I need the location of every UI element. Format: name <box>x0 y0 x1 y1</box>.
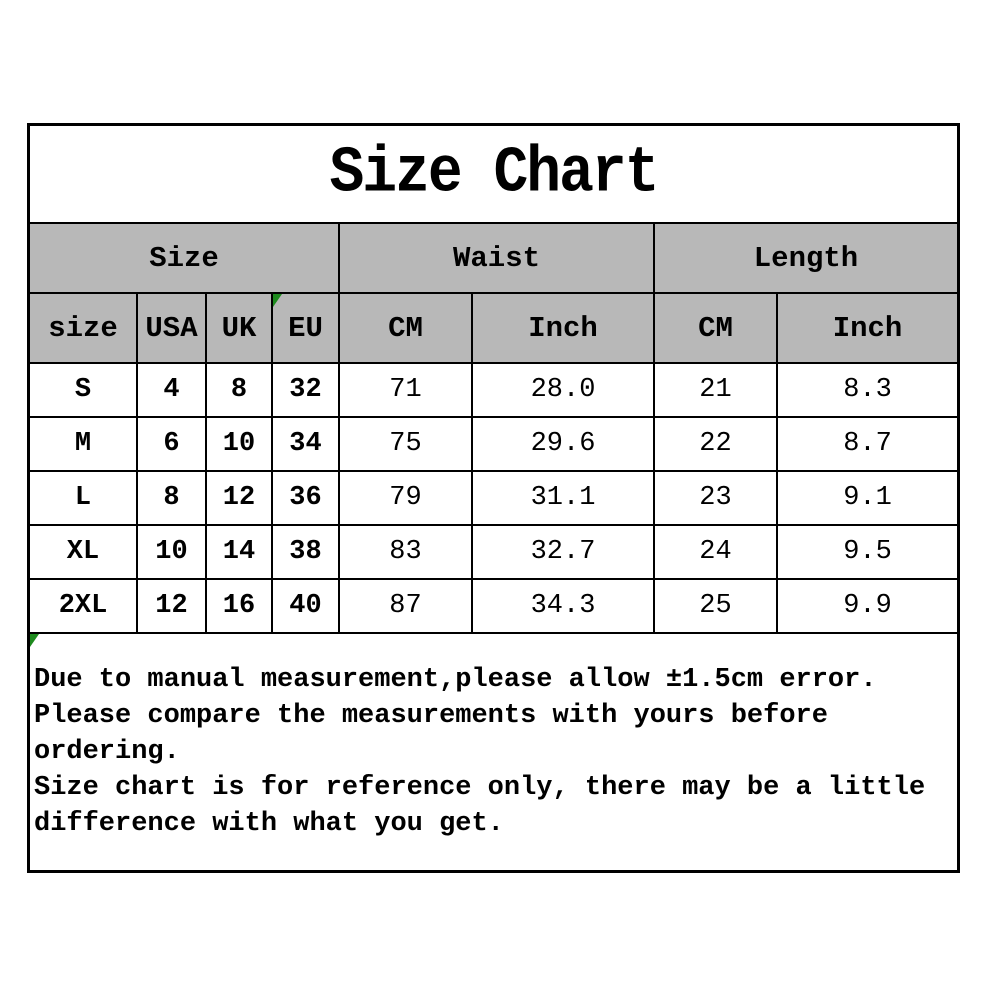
group-header-row <box>30 222 957 292</box>
table-cell: 2XL <box>58 591 108 621</box>
table-cell: 23 <box>653 472 776 524</box>
col-header-waist-inch: Inch <box>471 294 653 362</box>
table-cell: 29.6 <box>471 418 653 470</box>
note-line: Due to manual measurement,please allow ±1.5cm error. <box>34 665 877 695</box>
col-header-eu <box>271 294 338 362</box>
table-cell: 16 <box>205 580 271 632</box>
table-cell: M <box>74 429 92 459</box>
table-cell: 28.0 <box>471 364 653 416</box>
chart-title: Size Chart <box>329 137 658 211</box>
group-header-waist: Waist <box>338 224 653 292</box>
table-cell: 8 <box>136 472 205 524</box>
table-cell: 8.3 <box>776 364 957 416</box>
table-cell: S <box>74 375 92 405</box>
size-chart-table <box>27 123 960 873</box>
col-header-uk: UK <box>205 294 271 362</box>
table-cell: 71 <box>338 364 471 416</box>
col-header-eu-label: EU <box>288 311 323 345</box>
table-cell: 38 <box>271 526 338 578</box>
table-cell: 4 <box>136 364 205 416</box>
table-cell: 8 <box>205 364 271 416</box>
table-cell: 10 <box>136 526 205 578</box>
table-cell: 32.7 <box>471 526 653 578</box>
table-cell: 22 <box>653 418 776 470</box>
col-header-waist-cm: CM <box>338 294 471 362</box>
table-cell: 9.1 <box>776 472 957 524</box>
table-cell: L <box>74 483 92 513</box>
note-line: Size chart is for reference only, there may be a little <box>34 773 926 803</box>
table-cell: 14 <box>205 526 271 578</box>
table-cell: 9.5 <box>776 526 957 578</box>
col-header-length-cm: CM <box>653 294 776 362</box>
table-cell: 83 <box>338 526 471 578</box>
green-corner-flag-icon <box>273 294 282 307</box>
table-cell: 34.3 <box>471 580 653 632</box>
table-cell: 36 <box>271 472 338 524</box>
table-cell: 21 <box>653 364 776 416</box>
table-cell: 12 <box>205 472 271 524</box>
table-cell: 79 <box>338 472 471 524</box>
table-cell: 6 <box>136 418 205 470</box>
table-cell: 31.1 <box>471 472 653 524</box>
note-line: Please compare the measurements with yours before <box>34 701 828 731</box>
table-cell: 87 <box>338 580 471 632</box>
title-row <box>30 126 957 222</box>
table-row-2xl <box>30 578 957 632</box>
group-header-length: Length <box>653 224 957 292</box>
green-corner-flag-icon <box>30 634 39 647</box>
notes-section <box>30 632 957 870</box>
table-row-s <box>30 362 957 416</box>
table-row-xl <box>30 524 957 578</box>
note-line: difference with what you get. <box>34 809 504 839</box>
table-cell: 40 <box>271 580 338 632</box>
col-header-usa: USA <box>136 294 205 362</box>
note-line: ordering. <box>34 737 180 767</box>
table-cell: 75 <box>338 418 471 470</box>
table-cell: 8.7 <box>776 418 957 470</box>
table-cell: 24 <box>653 526 776 578</box>
table-cell: 34 <box>271 418 338 470</box>
group-header-size: Size <box>149 241 219 275</box>
col-header-size: size <box>48 311 118 345</box>
table-cell: 12 <box>136 580 205 632</box>
table-cell: 25 <box>653 580 776 632</box>
table-cell: XL <box>66 537 100 567</box>
col-header-length-inch: Inch <box>776 294 957 362</box>
table-cell: 10 <box>205 418 271 470</box>
table-row-l <box>30 470 957 524</box>
table-cell: 32 <box>271 364 338 416</box>
column-header-row <box>30 292 957 362</box>
table-row-m <box>30 416 957 470</box>
table-cell: 9.9 <box>776 580 957 632</box>
